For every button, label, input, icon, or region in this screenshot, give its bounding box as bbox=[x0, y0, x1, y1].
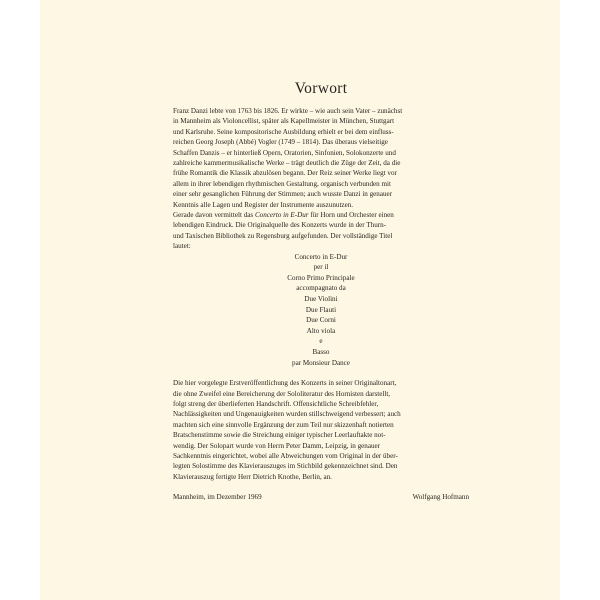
title-line: accompagnato da bbox=[296, 284, 346, 293]
place-date: Mannheim, im Dezember 1969 bbox=[173, 493, 262, 502]
text-line: folgt streng der überlieferten Handschrift. Offensichtliche Schreibfehler, bbox=[173, 400, 379, 409]
title-line: Due Flauti bbox=[305, 305, 337, 314]
work-title-italic: Concerto in E-Dur bbox=[254, 211, 309, 220]
title-line: Concerto in E-Dur bbox=[294, 252, 348, 261]
original-title-block bbox=[173, 252, 469, 369]
text-line: lautet: bbox=[173, 242, 191, 251]
text-line: Nachlässigkeiten und Ungenauigkeiten wurden stillschweigend verbessert; auch bbox=[173, 410, 401, 419]
intro-paragraph bbox=[173, 106, 469, 252]
signature-line bbox=[173, 492, 469, 502]
text-line: Schaffen Danzis – er hinterließ Opern, Oratorien, Sinfonien, Solokonzerte und bbox=[173, 148, 396, 157]
text-line: lebendigen Eindruck. Die Originalquelle des Konzerts wurde in der Thurn- bbox=[173, 221, 387, 230]
text-line: zahlreiche kammermusikalische Werke – trägt deutlich die Züge der Zeit, da die bbox=[173, 159, 401, 168]
text-line: Die hier vorgelegte Erstveröffentlichung des Konzerts in seiner Originaltonart, bbox=[173, 379, 397, 388]
text-line: wendig. Der Solopart wurde von Herrn Peter Damm, Leipzig, in genauer bbox=[173, 441, 381, 450]
text-run: für Horn und Orchester einen bbox=[308, 211, 394, 220]
text-run: Gerade davon vermittelt das bbox=[173, 211, 255, 220]
text-line bbox=[173, 210, 469, 220]
title-line: Corno Primo Principale bbox=[287, 273, 355, 282]
text-line: in Mannheim als Violoncellist, später als Kapellmeister in München, Stuttgart bbox=[173, 117, 395, 126]
text-line: Kenntnis alle Lagen und Register der Instrumente auszunutzen. bbox=[173, 200, 354, 209]
author-name: Wolfgang Hofmann bbox=[412, 493, 469, 502]
text-line: und Taxischen Bibliothek zu Regensburg aufgefunden. Der vollständige Titel bbox=[173, 231, 393, 240]
title-line: par Monsieur Dance bbox=[292, 358, 350, 367]
text-line: Klavierauszug fertigte Herr Dietrich Knothe, Berlin, an. bbox=[173, 472, 332, 481]
text-line: machten sich eine sinnvolle Ergänzung der zum Teil nur skizzenhaft notierten bbox=[173, 420, 394, 429]
text-line: Bratschenstimme sowie die Streichung einiger typischer Leerlauftakte not- bbox=[173, 431, 386, 440]
title-line: Alto viola bbox=[306, 326, 336, 335]
text-line: legten Solostimme des Klavierauszuges im Stichbild gekennzeichnet sind. Den bbox=[173, 462, 398, 471]
text-line: einer sehr gesanglichen Führung der Stimmen; auch wusste Danzi in genauer bbox=[173, 190, 393, 199]
text-line: Sachkenntnis eingerichtet, wobei alle Abweichungen vom Original in der über- bbox=[173, 452, 398, 461]
title-line: Basso bbox=[312, 348, 330, 357]
edition-paragraph bbox=[173, 378, 469, 482]
text-line: Franz Danzi lebte von 1763 bis 1826. Er wirkte – wie auch sein Vater – zunächst bbox=[173, 107, 403, 115]
page-content bbox=[173, 80, 469, 502]
text-line: reichen Georg Joseph (Abbé) Vogler (1749 – 1814). Das überaus vielseitige bbox=[173, 138, 388, 147]
title-line: Due Violini bbox=[304, 295, 338, 304]
text-line: frühe Romantik die Klassik abzulösen begann. Der Reiz seiner Werke liegt vor bbox=[173, 169, 397, 178]
page-title: Vorwort bbox=[294, 80, 348, 97]
text-line: und Karlsruhe. Seine kompositorische Ausbildung erhielt er bei dem einfluss- bbox=[173, 127, 394, 136]
title-line: Due Corni bbox=[306, 316, 336, 325]
title-line: e bbox=[319, 337, 323, 346]
text-line: allem in ihrer lebendigen rhythmischen Gestaltung, organisch verbunden mit bbox=[173, 179, 391, 188]
title-line: per il bbox=[313, 263, 329, 272]
document-page bbox=[40, 0, 560, 600]
text-line: die ohne Zweifel eine Bereicherung der Sololiteratur des Hornisten darstellt, bbox=[173, 389, 391, 398]
